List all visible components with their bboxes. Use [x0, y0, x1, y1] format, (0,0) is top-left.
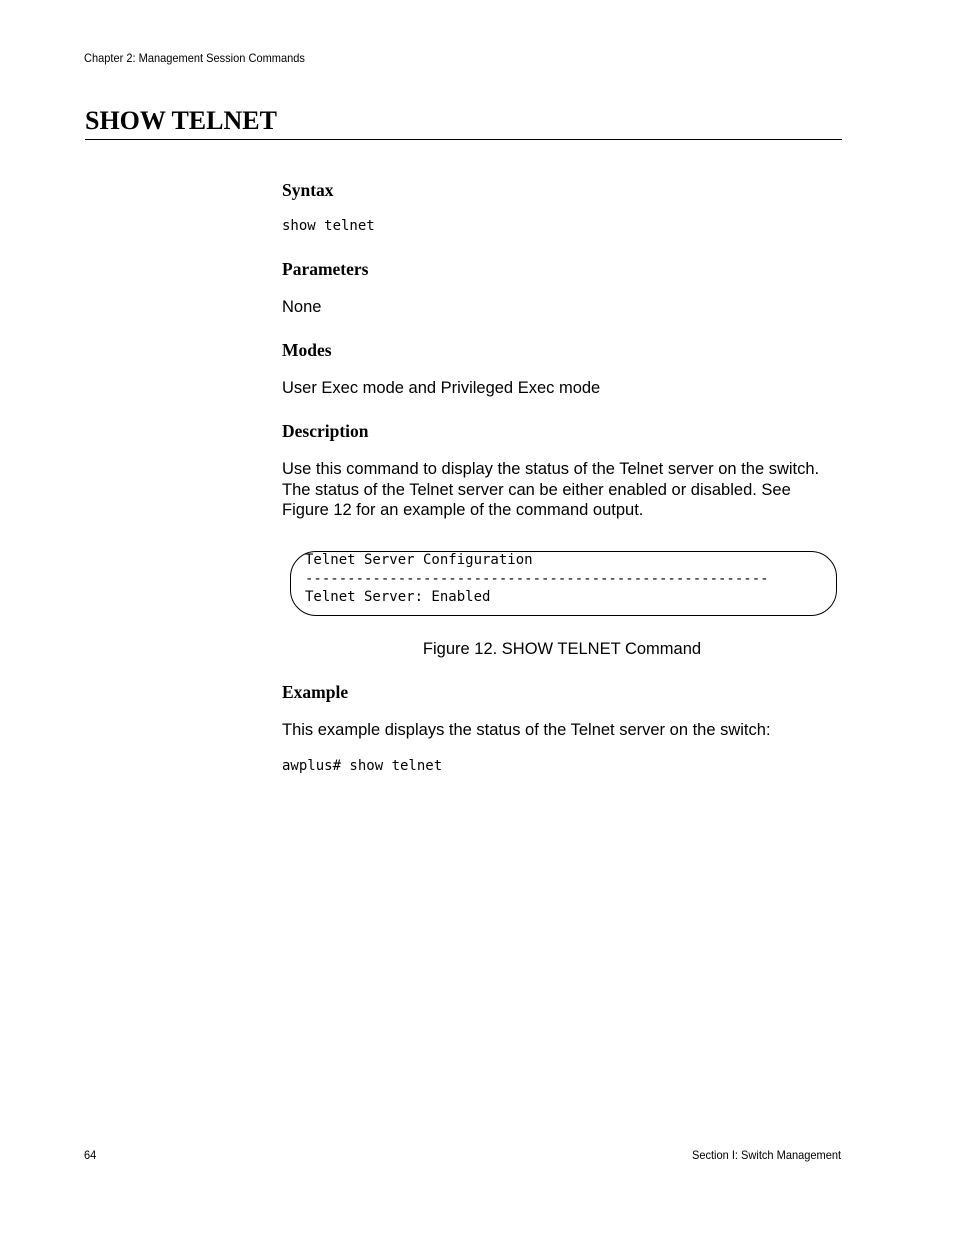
parameters-heading: Parameters [282, 259, 369, 279]
description-text [282, 459, 852, 521]
example-code: awplus# show telnet [282, 758, 443, 774]
figure-output-line: Telnet Server Configuration [305, 552, 533, 568]
description-line: Use this command to display the status of the Telnet server on the switch. [282, 460, 820, 478]
footer-section: Section I: Switch Management [691, 1148, 841, 1162]
running-header: Chapter 2: Management Session Commands [84, 51, 305, 65]
page-title: SHOW TELNET [85, 106, 277, 135]
description-line: The status of the Telnet server can be either enabled or disabled. See [282, 480, 791, 499]
modes-text: User Exec mode and Privileged Exec mode [282, 379, 601, 397]
figure-output-line: ------------------------------------------------------- [305, 571, 769, 587]
modes-heading: Modes [282, 340, 332, 360]
example-text: This example displays the status of the Telnet server on the switch: [282, 721, 771, 739]
syntax-code: show telnet [282, 218, 375, 234]
figure-caption: Figure 12. SHOW TELNET Command [422, 640, 702, 658]
figure-output-line: Telnet Server: Enabled [305, 589, 491, 605]
syntax-heading: Syntax [282, 180, 334, 200]
page-number: 64 [84, 1148, 97, 1162]
example-heading: Example [282, 682, 349, 702]
title-rule [85, 139, 842, 140]
description-heading: Description [282, 421, 369, 441]
description-line: Figure 12 for an example of the command output. [282, 501, 644, 519]
parameters-text: None [282, 298, 322, 316]
